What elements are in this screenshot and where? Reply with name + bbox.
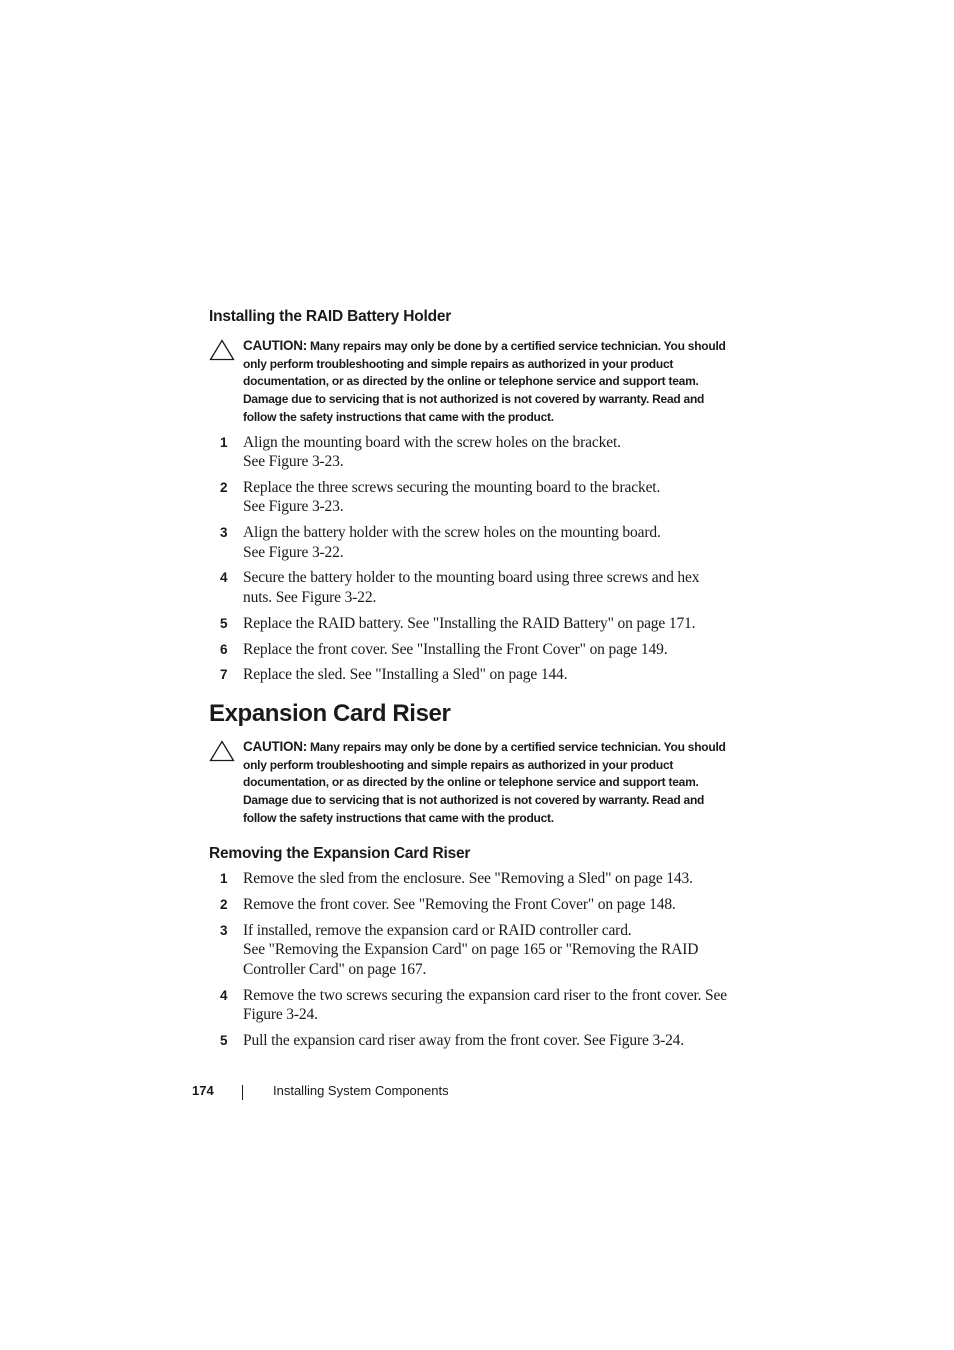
step-text: Replace the RAID battery. See "Installing the RAID Battery" on page 171.: [243, 614, 696, 632]
list-item: [209, 478, 729, 517]
caution-text-block: [243, 738, 729, 828]
step-text: Remove the two screws securing the expansion card riser to the front cover. See Figure 3-24.: [243, 986, 727, 1024]
list-item: [209, 640, 729, 660]
page-number: 174: [192, 1083, 214, 1098]
step-number: 4: [220, 570, 228, 586]
caution-triangle-icon: [209, 740, 235, 762]
list-item: [209, 986, 729, 1025]
step-number: 1: [220, 871, 228, 887]
caution-notice: [209, 738, 729, 828]
step-number: 2: [220, 479, 228, 495]
list-item: [209, 523, 729, 562]
step-text: Align the mounting board with the screw holes on the bracket. See Figure 3-23.: [243, 433, 621, 471]
step-number: 4: [220, 987, 228, 1003]
list-item: [209, 869, 729, 889]
step-number: 1: [220, 434, 228, 450]
list-item: [209, 614, 729, 634]
list-item: [209, 895, 729, 915]
caution-label: CAUTION:: [243, 738, 307, 754]
step-text: Replace the front cover. See "Installing the Front Cover" on page 149.: [243, 640, 668, 658]
section-heading-expansion-card-riser: Expansion Card Riser: [209, 699, 451, 727]
list-item: [209, 433, 729, 472]
footer-divider: [242, 1085, 243, 1100]
step-number: 5: [220, 1033, 228, 1048]
caution-body: Many repairs may only be done by a certified service technician. You should only perform troubleshooting and simple repairs as authorized in your product documentation, or as directed by the online or telephone service and support team. Damage due to servicing that is not authorized is not covered by warranty. Read and follow the safety instructions that came with the product.: [243, 739, 726, 825]
step-number: 5: [220, 615, 228, 631]
step-number: 3: [220, 525, 228, 541]
step-number: 7: [220, 667, 228, 683]
list-item: [209, 1031, 729, 1051]
step-number: 6: [220, 641, 228, 657]
step-text: Secure the battery holder to the mounting board using three screws and hex nuts. See Figure 3-22.: [243, 569, 700, 606]
step-text: Remove the sled from the enclosure. See "Removing a Sled" on page 143.: [243, 870, 693, 888]
step-text: Replace the sled. See "Installing a Sled" on page 144.: [243, 666, 568, 684]
step-text: If installed, remove the expansion card or RAID controller card. See "Removing the Expansion Card" on page 165 or "Removing the RAID Controller Card" on page 167.: [243, 921, 699, 978]
caution-body: Many repairs may only be done by a certified service technician. You should only perform troubleshooting and simple repairs as authorized in your product documentation, or as directed by the online or telephone service and support team. Damage due to servicing that is not authorized is not covered by warranty. Read and follow the safety instructions that came with the product.: [243, 339, 726, 424]
caution-notice: [209, 337, 729, 427]
section-heading-raid-battery-holder: Installing the RAID Battery Holder: [209, 308, 452, 325]
step-text: Replace the three screws securing the mounting board to the bracket. See Figure 3-23.: [243, 478, 661, 516]
list-item: [209, 921, 729, 980]
caution-text-block: [243, 337, 729, 427]
section-heading-removing-riser: Removing the Expansion Card Riser: [209, 845, 471, 863]
caution-label: CAUTION:: [243, 338, 307, 353]
caution-triangle-icon: [209, 339, 235, 361]
chapter-title: Installing System Components: [273, 1083, 449, 1098]
step-text: Remove the front cover. See "Removing the Front Cover" on page 148.: [243, 896, 676, 914]
step-text: Align the battery holder with the screw holes on the mounting board. See Figure 3-22.: [243, 524, 661, 561]
list-item: [209, 568, 729, 607]
page-content: [209, 306, 729, 1057]
step-text: Pull the expansion card riser away from the front cover. See Figure 3-24.: [243, 1032, 685, 1049]
step-number: 2: [220, 897, 228, 913]
list-item: [209, 665, 729, 685]
step-number: 3: [220, 922, 228, 938]
remove-steps-list: [209, 869, 729, 1050]
install-steps-list: [209, 433, 729, 685]
